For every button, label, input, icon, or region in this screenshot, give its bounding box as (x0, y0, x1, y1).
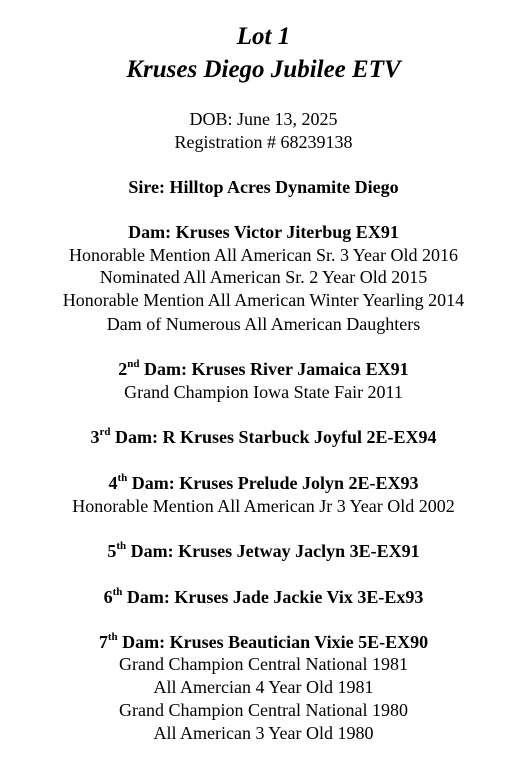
dam-note: Nominated All American Sr. 2 Year Old 2015 (99, 267, 428, 287)
seventh-dam-number: 7 (98, 632, 108, 652)
second-dam-number: 2 (118, 359, 128, 379)
fourth-dam-note: Honorable Mention All American Jr 3 Year Old 2002 (72, 496, 455, 516)
fifth-dam-name: Dam: Kruses Jetway Jaclyn 3E-EX91 (126, 541, 420, 561)
seventh-dam-heading (0, 631, 527, 653)
dam-note: Honorable Mention All American Sr. 3 Year Old 2016 (69, 245, 458, 265)
third-dam-heading (0, 426, 527, 448)
seventh-dam-note: Grand Champion Central National 1981 (119, 654, 408, 674)
animal-name: Kruses Diego Jubilee ETV (126, 56, 401, 83)
fourth-dam-ordinal: th (117, 472, 128, 484)
registration-number: Registration # 68239138 (174, 132, 353, 152)
lot-number: Lot 1 (236, 23, 291, 50)
fourth-dam-name: Dam: Kruses Prelude Jolyn 2E-EX93 (127, 473, 419, 493)
seventh-dam-note: Grand Champion Central National 1980 (119, 700, 408, 720)
seventh-dam-note: All American 3 Year Old 1980 (153, 723, 374, 743)
date-of-birth: DOB: June 13, 2025 (189, 109, 338, 129)
third-dam-ordinal: rd (99, 426, 111, 438)
second-dam-heading (0, 358, 527, 380)
dam-heading: Dam: Kruses Victor Jiterbug EX91 (128, 222, 399, 242)
third-dam-number: 3 (90, 427, 100, 447)
fifth-dam-number: 5 (107, 541, 117, 561)
sixth-dam-number: 6 (103, 587, 113, 607)
sixth-dam-name: Dam: Kruses Jade Jackie Vix 3E-Ex93 (122, 587, 424, 607)
second-dam-name: Dam: Kruses River Jamaica EX91 (139, 359, 409, 379)
fourth-dam-number: 4 (108, 473, 118, 493)
seventh-dam-ordinal: th (107, 631, 118, 643)
sire-line: Sire: Hilltop Acres Dynamite Diego (128, 177, 399, 197)
fifth-dam-ordinal: th (116, 540, 127, 552)
seventh-dam-name: Dam: Kruses Beautician Vixie 5E-EX90 (117, 632, 429, 652)
fourth-dam-heading (0, 472, 527, 494)
second-dam-ordinal: nd (127, 358, 140, 370)
seventh-dam-note: All Amercian 4 Year Old 1981 (153, 677, 374, 697)
second-dam-note: Grand Champion Iowa State Fair 2011 (124, 382, 403, 402)
third-dam-name: Dam: R Kruses Starbuck Joyful 2E-EX94 (110, 427, 437, 447)
sixth-dam-heading (0, 586, 527, 608)
dam-note: Dam of Numerous All American Daughters (106, 314, 421, 334)
fifth-dam-heading (0, 540, 527, 562)
sixth-dam-ordinal: th (112, 586, 123, 598)
dam-note: Honorable Mention All American Winter Yearling 2014 (62, 290, 465, 310)
